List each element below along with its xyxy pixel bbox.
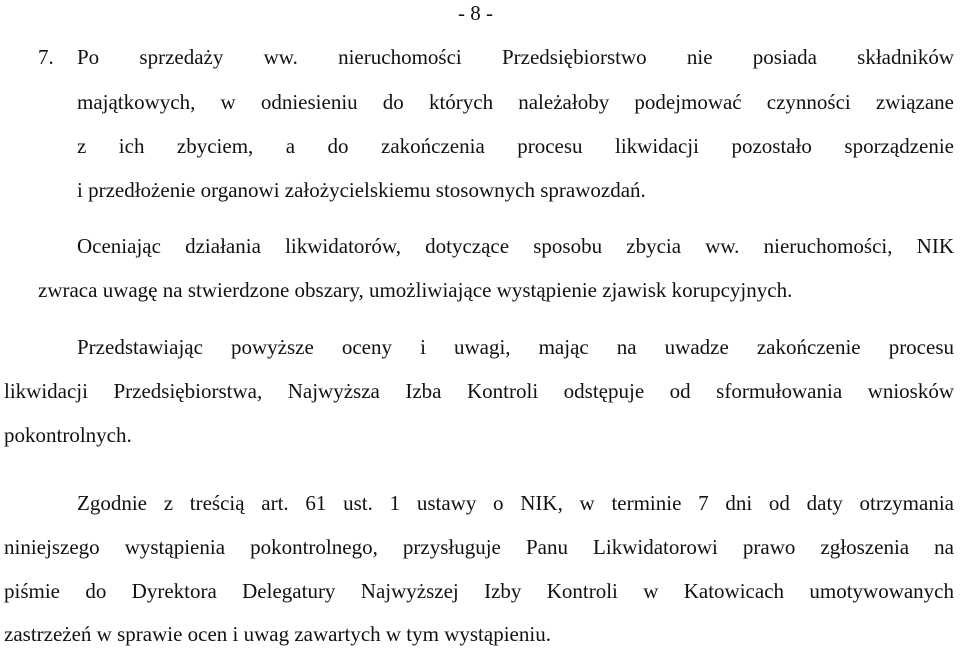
assessment-line-2: zwraca uwagę na stwierdzone obszary, umożliwiające wystąpienie zjawisk korupcyjnych. (38, 278, 793, 302)
presentation-line-3: pokontrolnych. (4, 423, 132, 447)
section-7-line-1: Po sprzedaży ww. nieruchomości Przedsiębiorstwo nie posiada składników (77, 45, 954, 69)
presentation-line-1: Przedstawiając powyższe oceny i uwagi, mając na uwadze zakończenie procesu (77, 335, 954, 359)
assessment-line-1: Oceniając działania likwidatorów, dotyczące sposobu zbycia ww. nieruchomości, NIK (77, 234, 954, 258)
legal-line-1: Zgodnie z treścią art. 61 ust. 1 ustawy o NIK, w terminie 7 dni od daty otrzymania (77, 491, 954, 515)
section-7-line-4: i przedłożenie organowi założycielskiemu stosownych sprawozdań. (77, 178, 646, 202)
section-7-line-2: majątkowych, w odniesieniu do których należałoby podejmować czynności związane (77, 90, 954, 114)
legal-line-4: zastrzeżeń w sprawie ocen i uwag zawartych w tym wystąpieniu. (4, 622, 551, 646)
presentation-line-2: likwidacji Przedsiębiorstwa, Najwyższa Izba Kontroli odstępuje od sformułowania wniosków (4, 379, 954, 403)
page-number: - 8 - (458, 1, 493, 25)
section-7-number: 7. (38, 45, 54, 69)
section-7-line-3: z ich zbyciem, a do zakończenia procesu likwidacji pozostało sporządzenie (77, 134, 954, 158)
legal-line-3: piśmie do Dyrektora Delegatury Najwyższej Izby Kontroli w Katowicach umotywowanych (4, 579, 954, 603)
legal-line-2: niniejszego wystąpienia pokontrolnego, przysługuje Panu Likwidatorowi prawo zgłoszenia na (4, 535, 954, 559)
